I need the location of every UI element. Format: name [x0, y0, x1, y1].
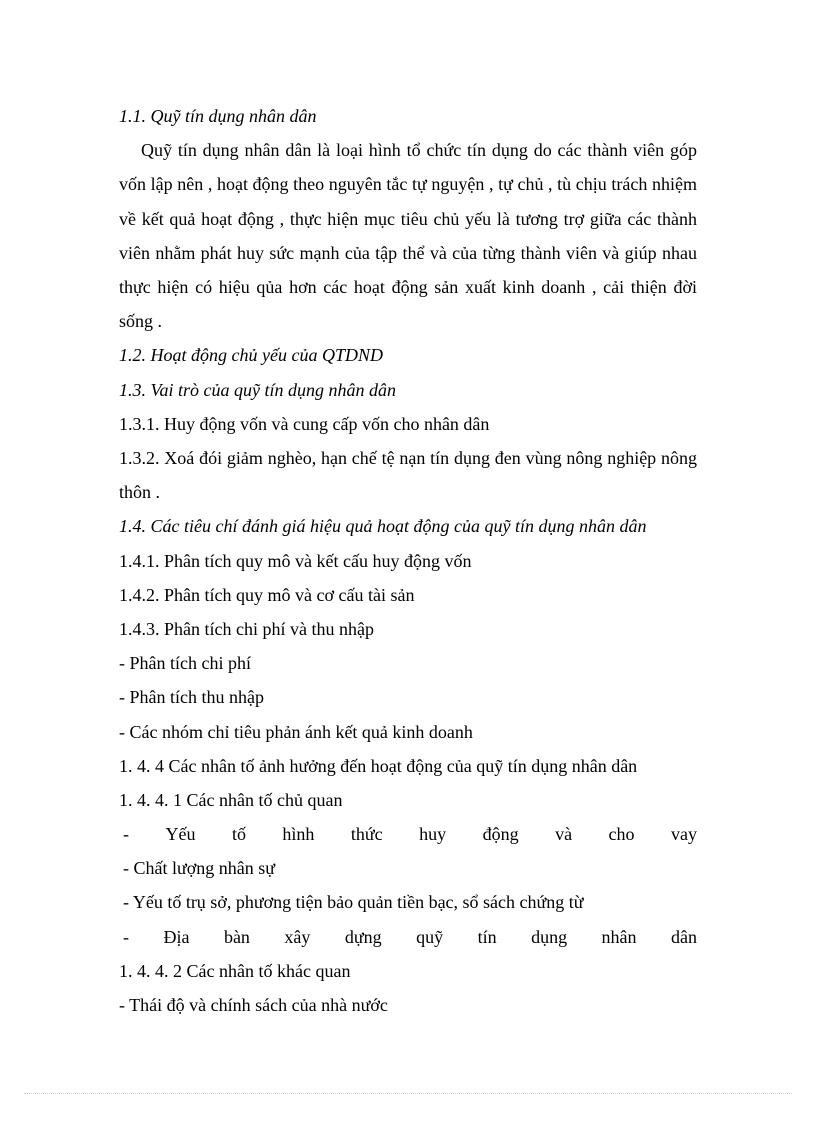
word: xây — [284, 926, 311, 947]
word: thức — [350, 824, 383, 845]
heading-1-3: 1.3. Vai trò của quỹ tín dụng nhân dân — [119, 379, 396, 400]
word: - — [123, 926, 129, 947]
word: nhân — [601, 926, 637, 947]
word: tố — [231, 824, 246, 845]
heading-1-4: 1.4. Các tiêu chí đánh giá hiệu quả hoạt động của quỹ tín dụng nhân dân — [119, 516, 647, 537]
bullet-thai-do: - Thái độ và chính sách của nhà nước — [119, 995, 388, 1015]
item-1-4-4-1: 1. 4. 4. 1 Các nhân tố chủ quan — [119, 789, 343, 810]
word: và — [555, 824, 573, 845]
bullet-chat-luong: - Chất lượng nhân sự — [123, 858, 276, 879]
heading-1-1: 1.1. Quỹ tín dụng nhân dân — [119, 106, 317, 126]
document-body — [119, 99, 697, 1022]
heading-1-2: 1.2. Hoạt động chủ yếu của QTDND — [119, 345, 383, 366]
word: - — [123, 824, 129, 845]
bullet-nhom-chi-tieu: - Các nhóm chỉ tiêu phản ánh kết quả kinh doanh — [119, 721, 473, 742]
paragraph-1-1: Quỹ tín dụng nhân dân là loại hình tổ chức tín dụng do các thành viên góp vốn lập nên , hoạt động theo nguyên tắc tự nguyện , tự chủ , tù chịu trách nhiệm về kết quả hoạt động , thực hiện mục tiêu chủ yếu là tương trợ giữa các thành viên nhằm phát huy sức mạnh của tập thể và của từng thành viên và giúp nhau thực hiện có hiệu qủa hơn các hoạt động sản xuất kinh doanh , cải thiện đời sống . — [119, 140, 697, 332]
word: vay — [671, 824, 697, 845]
word: quỹ — [416, 926, 444, 947]
word: Địa — [163, 926, 190, 947]
bullet-dia-ban — [119, 920, 697, 954]
bullet-yeu-to-hinh-thuc — [119, 817, 697, 851]
item-1-4-1: 1.4.1. Phân tích quy mô và kết cấu huy động vốn — [119, 550, 472, 571]
item-1-4-4-2: 1. 4. 4. 2 Các nhân tố khác quan — [119, 960, 351, 981]
item-1-4-2: 1.4.2. Phân tích quy mô và cơ cấu tài sản — [119, 584, 415, 605]
item-1-3-2: 1.3.2. Xoá đói giảm nghèo, hạn chế tệ nạn tín dụng đen vùng nông nghiệp nông thôn . — [119, 447, 697, 503]
word: dựng — [344, 926, 382, 947]
item-1-4-3: 1.4.3. Phân tích chi phí và thu nhập — [119, 618, 374, 639]
page-bottom-rule — [24, 1093, 792, 1094]
word: dân — [671, 926, 697, 947]
word: tín — [477, 926, 497, 947]
bullet-chi-phi: - Phân tích chi phí — [119, 653, 251, 674]
word: hình — [282, 824, 315, 845]
word: Yếu — [165, 824, 196, 845]
word: huy — [419, 824, 447, 845]
bullet-tru-so: - Yếu tố trụ sở, phương tiện bảo quản tiền bạc, sổ sách chứng từ — [123, 892, 584, 913]
item-1-4-4: 1. 4. 4 Các nhân tố ảnh hưởng đến hoạt động của quỹ tín dụng nhân dân — [119, 755, 638, 776]
item-1-3-1: 1.3.1. Huy động vốn và cung cấp vốn cho nhân dân — [119, 413, 490, 434]
word: dụng — [531, 926, 568, 947]
word: bàn — [223, 926, 250, 947]
bullet-thu-nhap: - Phân tích thu nhập — [119, 687, 264, 708]
word: động — [482, 824, 519, 845]
word: cho — [608, 824, 635, 845]
